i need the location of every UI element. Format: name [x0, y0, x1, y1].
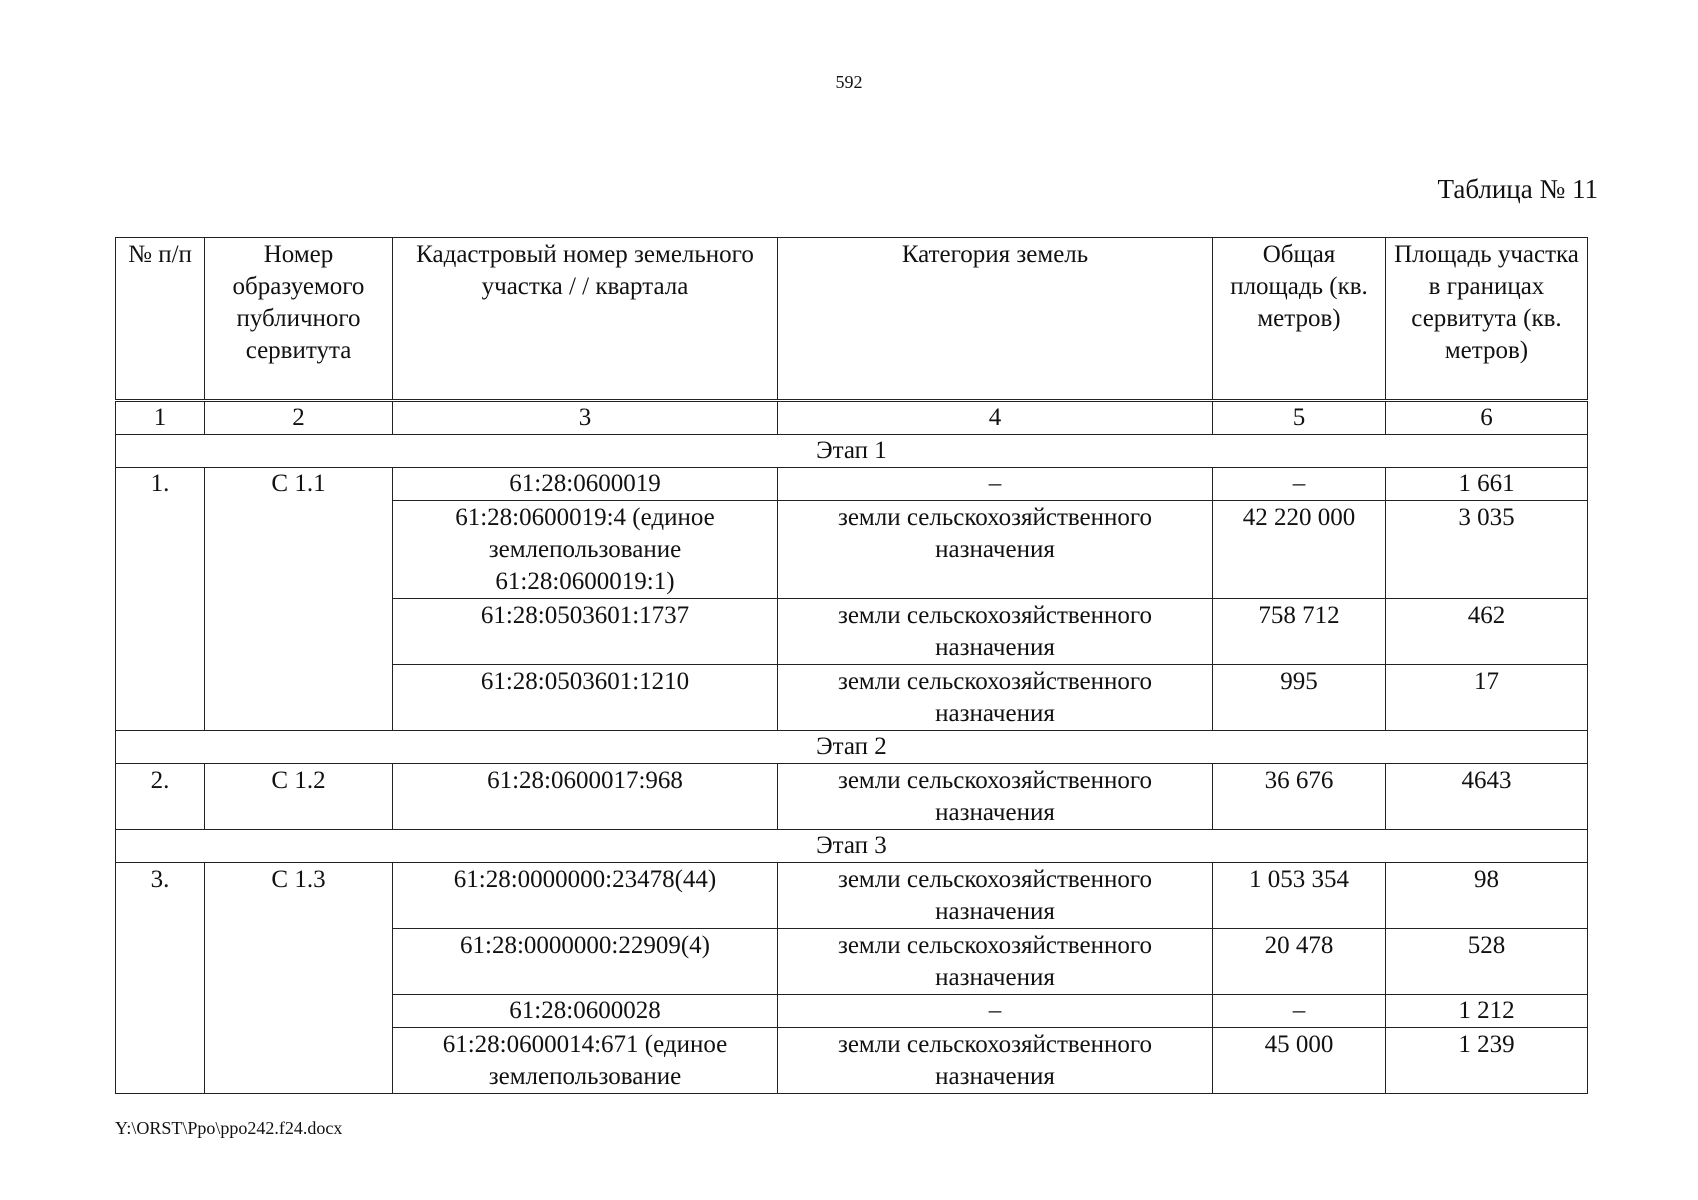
total-area: 995 [1213, 665, 1386, 731]
stage-title: Этап 3 [116, 830, 1588, 863]
servitude-number: С 1.1 [205, 468, 393, 731]
footer-file-path: Y:\ORST\Ppo\ppo242.f24.docx [115, 1118, 343, 1138]
stage-title: Этап 2 [116, 731, 1588, 764]
servitude-area: 528 [1386, 929, 1588, 995]
page-number: 592 [835, 72, 863, 92]
total-area: 45 000 [1213, 1028, 1386, 1094]
header-cadastral-number: Кадастровый номер земельного участка / / квартала [393, 238, 778, 401]
column-number: 4 [778, 401, 1213, 435]
servitude-number: С 1.3 [205, 863, 393, 1094]
cadastral-number: 61:28:0600014:671 (единое землепользование [393, 1028, 778, 1094]
total-area: 42 220 000 [1213, 501, 1386, 599]
stage-row [116, 830, 1588, 863]
column-number: 5 [1213, 401, 1386, 435]
row-number: 1. [116, 468, 205, 731]
header-number: № п/п [116, 238, 205, 401]
column-number: 1 [116, 401, 205, 435]
land-category: земли сельскохозяйственного назначения [778, 1028, 1213, 1094]
table-row [116, 863, 1588, 929]
cadastral-number: 61:28:0000000:22909(4) [393, 929, 778, 995]
column-number: 3 [393, 401, 778, 435]
land-category: земли сельскохозяйственного назначения [778, 929, 1213, 995]
servitude-area: 462 [1386, 599, 1588, 665]
servitude-area: 1 239 [1386, 1028, 1588, 1094]
header-servitude-number: Номер образуемого публичного сервитута [205, 238, 393, 401]
servitude-table [115, 237, 1588, 1094]
servitude-area: 1 661 [1386, 468, 1588, 501]
land-category: земли сельскохозяйственного назначения [778, 599, 1213, 665]
column-number: 6 [1386, 401, 1588, 435]
cadastral-number: 61:28:0503601:1737 [393, 599, 778, 665]
total-area: 36 676 [1213, 764, 1386, 830]
cadastral-number: 61:28:0503601:1210 [393, 665, 778, 731]
servitude-number: С 1.2 [205, 764, 393, 830]
header-total-area: Общая площадь (кв. метров) [1213, 238, 1386, 401]
cadastral-number: 61:28:0600017:968 [393, 764, 778, 830]
stage-row [116, 435, 1588, 468]
land-category: земли сельскохозяйственного назначения [778, 863, 1213, 929]
header-land-category: Категория земель [778, 238, 1213, 401]
servitude-area: 3 035 [1386, 501, 1588, 599]
table-row [116, 764, 1588, 830]
total-area: 20 478 [1213, 929, 1386, 995]
servitude-area: 17 [1386, 665, 1588, 731]
stage-title: Этап 1 [116, 435, 1588, 468]
land-category: земли сельскохозяйственного назначения [778, 501, 1213, 599]
servitude-area: 98 [1386, 863, 1588, 929]
row-number: 2. [116, 764, 205, 830]
table-header-row [116, 238, 1588, 401]
total-area: – [1213, 995, 1386, 1028]
cadastral-number: 61:28:0600019 [393, 468, 778, 501]
column-number-row [116, 401, 1588, 435]
cadastral-number: 61:28:0000000:23478(44) [393, 863, 778, 929]
total-area: – [1213, 468, 1386, 501]
cadastral-number: 61:28:0600028 [393, 995, 778, 1028]
total-area: 1 053 354 [1213, 863, 1386, 929]
row-number: 3. [116, 863, 205, 1094]
table-caption: Таблица № 11 [1437, 174, 1598, 204]
total-area: 758 712 [1213, 599, 1386, 665]
land-category: – [778, 995, 1213, 1028]
column-number: 2 [205, 401, 393, 435]
land-category: – [778, 468, 1213, 501]
table-row [116, 468, 1588, 501]
header-servitude-area: Площадь участка в границах сервитута (кв. метров) [1386, 238, 1588, 401]
stage-row [116, 731, 1588, 764]
cadastral-number: 61:28:0600019:4 (единое землепользование 61:28:0600019:1) [393, 501, 778, 599]
servitude-area: 1 212 [1386, 995, 1588, 1028]
land-category: земли сельскохозяйственного назначения [778, 764, 1213, 830]
servitude-area: 4643 [1386, 764, 1588, 830]
land-category: земли сельскохозяйственного назначения [778, 665, 1213, 731]
